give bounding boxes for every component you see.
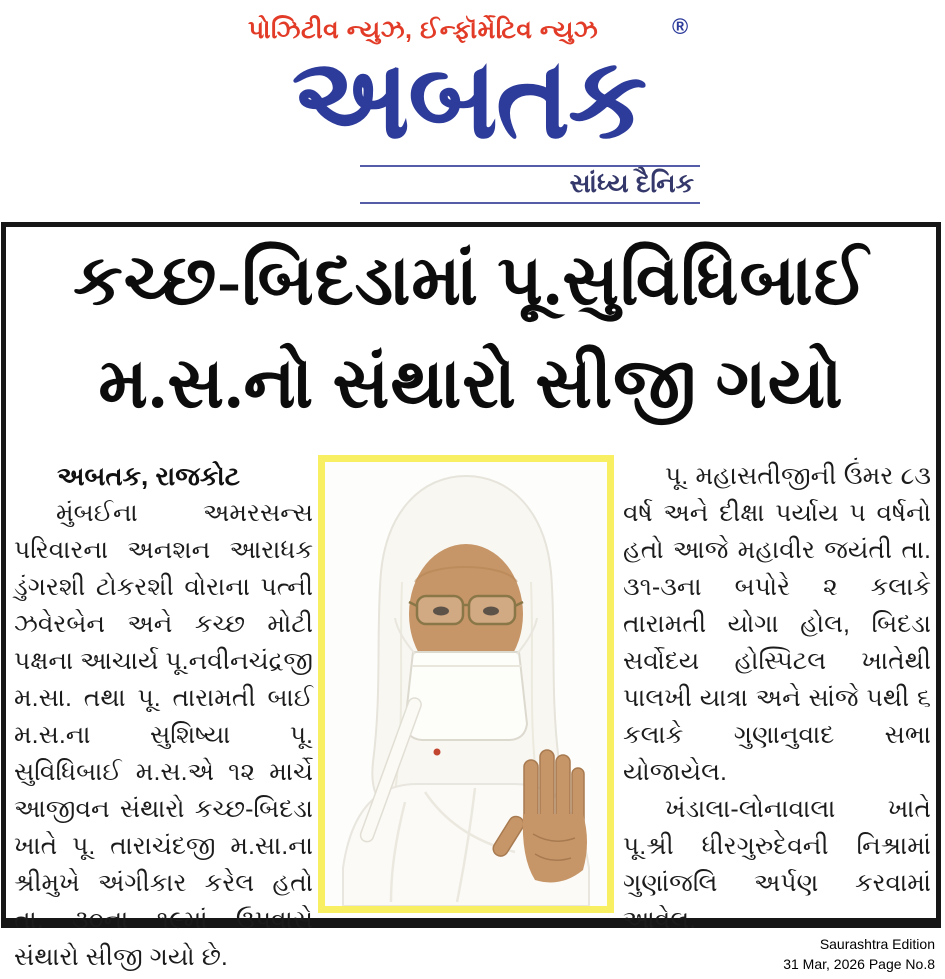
footer	[783, 934, 935, 974]
article-headline	[6, 230, 936, 436]
registered-trademark-icon: ®	[672, 14, 689, 39]
headline-line-2: મ.સ.નો સંથારો સીજી ગયો	[98, 346, 844, 423]
left-paragraph: મુંબઈના અમરસન્સ પરિવારના અનશન આરાધક ડુંગરશી ટોકરશી વોરાના પત્ની ઝવેરબેન અને કચ્છ મોટી પક્ષના આચાર્ય પૂ.નવીનચંદ્રજી મ.સા. તથા પૂ. તારામતી બાઈ મ.સ.ના સુશિષ્યા પૂ. સુવિધિબાઈ મ.સ.એ ૧૨ માર્ચે આજીવન સંથારો કચ્છ-બિદડા ખાતે પૂ. તારાચંદજી મ.સા.ના શ્રીમુખે અંગીકાર કરેલ હતો તા. ૩૦ના ૧૯માં ઉપવાસે સંથારો સીજી ગયો છે.	[14, 499, 313, 971]
photo-frame	[318, 455, 614, 913]
left-column	[14, 458, 313, 976]
sadhvi-photo	[325, 462, 607, 906]
right-column	[623, 458, 931, 939]
masthead-subtitle: સાંધ્ય દૈનિક	[360, 165, 700, 204]
newspaper-logo: અબતક	[291, 36, 646, 161]
footer-date-page: 31 Mar, 2026 Page No.8	[783, 956, 935, 972]
headline-line-1: કચ્છ-બિદડામાં પૂ.સુવિધિબાઈ	[73, 243, 869, 320]
footer-edition: Saurashtra Edition	[819, 936, 935, 952]
dateline: અબતક, રાજકોટ	[57, 461, 240, 491]
masthead-tagline: પોઝિટીવ ન્યુઝ, ઈન્ફૉર્મેટિવ ન્યુઝ	[248, 16, 599, 44]
right-paragraph-1: પૂ. મહાસતીજીની ઉંમર ૮૩ વર્ષ અને દીક્ષા પર્યાય ૫ વર્ષનો હતો આજે મહાવીર જયંતી તા. ૩૧-૩ના બપોરે ૨ કલાકે તારામતી યોગા હોલ, બિદડા સર્વોદય હોસ્પિટલ ખાતેથી પાલખી યાત્રા અને સાંજે ૫થી ૬ કલાકે ગુણાનુવાદ સભા યોજાયેલ.	[623, 462, 931, 786]
right-paragraph-2: ખંડાલા-લોનાવાલા ખાતે પૂ.શ્રી ધીરગુરુદેવની નિશ્રામાં ગુણાંજલિ અર્પણ કરવામાં આવેલ.	[623, 795, 931, 934]
sadhvi-portrait-illustration	[325, 462, 607, 906]
